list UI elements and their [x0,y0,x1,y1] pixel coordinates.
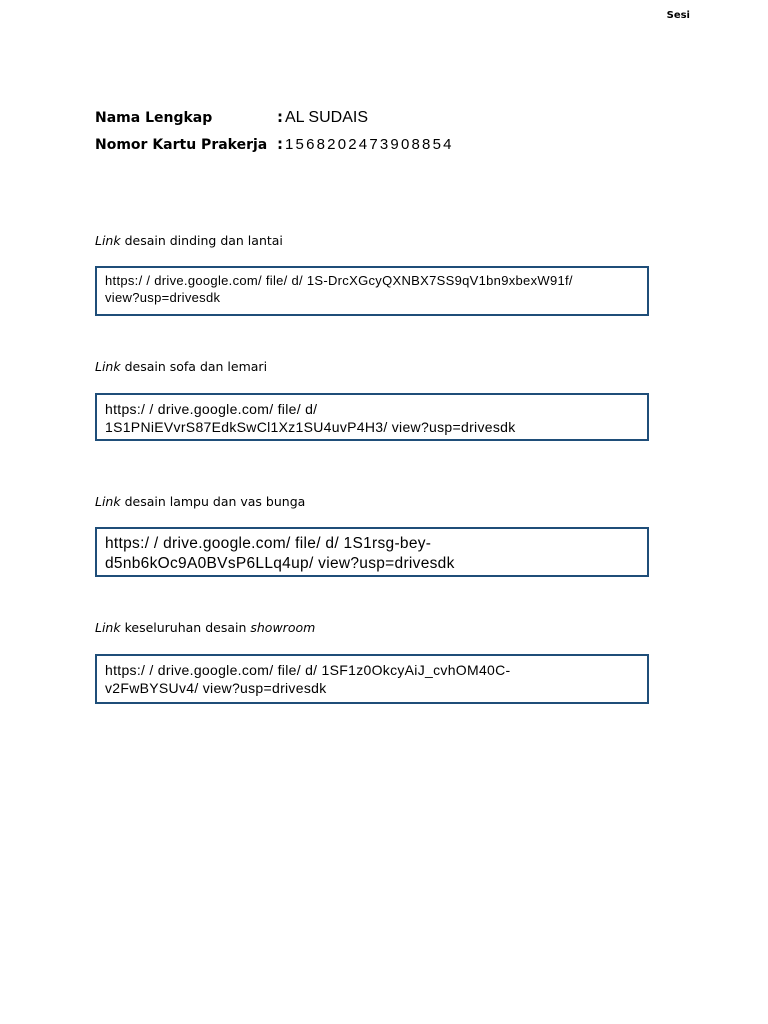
section-label-text: desain lampu dan vas bunga [120,494,306,509]
link-line-1[interactable]: https:/ / drive.google.com/ file/ d/ [105,401,318,417]
section-label-link-word: Link [95,233,121,248]
section-label-text: keseluruhan desain [120,620,251,635]
link-line-2[interactable]: d5nb6kOc9A0BVsP6LLq4up/ view?usp=drivesdk [105,555,455,573]
name-label: Nama Lengkap [95,110,213,126]
link-line-1[interactable]: https:/ / drive.google.com/ file/ d/ 1S-DrcXGcyQXNBX7SS9qV1bn9xbexW91f/ [105,273,573,288]
identity-block [95,108,454,162]
name-colon: : [277,108,283,126]
link-line-2[interactable]: view?usp=drivesdk [105,289,221,305]
card-number-label: Nomor Kartu Prakerja [95,137,268,153]
link-line-1[interactable]: https:/ / drive.google.com/ file/ d/ 1S1rsg-bey- [105,535,432,552]
section-label-text: desain dinding dan lantai [120,233,283,248]
section-label-text: desain sofa dan lemari [120,359,268,374]
link-box-sofa-cabinet[interactable] [95,393,649,441]
section-label-link-word: Link [95,359,121,374]
section-label-link-word: Link [95,494,121,509]
link-box-wall-floor[interactable] [95,266,649,316]
section-label-link-word: Link [95,620,121,635]
link-line-2[interactable]: 1S1PNiEVvrS87EdkSwCl1Xz1SU4uvP4H3/ view?usp=drivesdk [105,419,516,436]
link-box-showroom[interactable] [95,654,649,704]
link-box-lamp-vase[interactable] [95,527,649,577]
link-line-1[interactable]: https:/ / drive.google.com/ file/ d/ 1SF1z0OkcyAiJ_cvhOM40C- [105,662,511,678]
section-label-showroom-word: showroom [250,620,316,635]
name-row [95,108,454,135]
card-number-value: 1568202473908854 [285,136,454,153]
link-line-2[interactable]: v2FwBYSUv4/ view?usp=drivesdk [105,680,327,697]
section-label-showroom [95,620,315,635]
section-label-lamp-vase [95,494,305,509]
session-label: Sesi [666,10,690,21]
section-label-sofa-cabinet [95,359,267,374]
card-number-row [95,135,454,162]
section-label-wall-floor [95,233,283,248]
card-number-colon: : [277,135,283,153]
name-value: AL SUDAIS [285,109,368,126]
